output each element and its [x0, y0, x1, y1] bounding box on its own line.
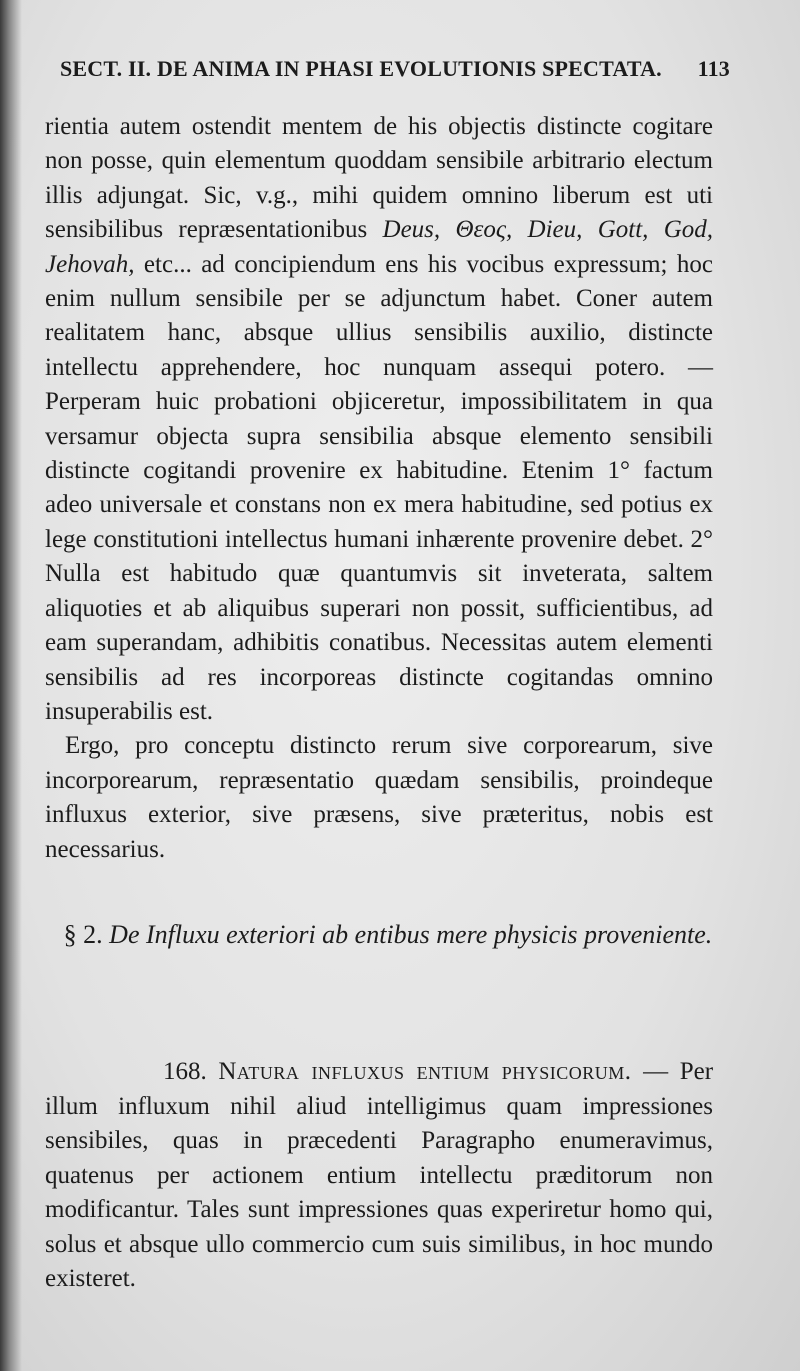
article-168 — [45, 1055, 713, 1297]
section-heading — [62, 918, 714, 952]
paragraph-1-tail: etc... ad concipiendum ens his vocibus expressum; hoc enim nullum sensibile per se adjunctum habet. — [45, 250, 713, 313]
paragraph-1-lead: rientia autem ostendit mentem de his objectis distincte cogitare non posse, quin elementum quoddam sensibile arbitrario electum illis adjungat. Sic, v.g., mihi quidem omnino liberum est uti sensibilibus repræsentationibus — [45, 113, 713, 244]
header-title: SECT. II. DE ANIMA IN PHASI EVOLUTIONIS SPECTATA. — [60, 56, 662, 81]
article-dash: — — [631, 1058, 680, 1085]
divine-names: Deus, Θεος, Dieu, Gott, God, Jehovah, — [45, 216, 714, 278]
main-text — [45, 110, 713, 867]
page-number: 113 — [697, 56, 730, 81]
running-header — [60, 56, 730, 82]
binding-shadow — [0, 0, 22, 1371]
article-heading: Natura influxus entium physicorum. — [218, 1058, 632, 1085]
article-number: 168. — [163, 1058, 207, 1085]
section-title: De Influxu exteriori ab entibus mere physicis proveniente. — [109, 920, 713, 949]
paragraph-2: Coner autem realitatem hanc, absque ullius sensibilis auxilio, distincte intellectu apprehendere, hoc nunquam assequi potero. — Perperam huic probationi objiceretur, impossibilitatem in qua versamur objecta supra sensibilia absque elemento sensibili distincte cogitandi provenire ex habitudine. Etenim 1° factum adeo universale et constans non ex mera habitudine, sed potius ex lege constitutioni intellectus humani inhærente provenire debet. 2° Nulla est habitudo quæ quantumvis sit inveterata, saltem aliquoties et ab aliquibus superari non possit, sufficientibus, ad eam superandam, adhibitis conatibus. Necessitas autem elementi sensibilis ad res incorporeas distincte cogitandas omnino insuperabilis est. — [45, 285, 714, 725]
section-number: § 2. — [63, 920, 103, 949]
paragraph-1 — [45, 110, 713, 729]
paragraph-3: Ergo, pro conceptu distincto rerum sive corporearum, sive incorporearum, repræsentatio quædam sensibilis, proindeque influxus exterior, sive præsens, sive præteritus, nobis est necessarius. — [45, 732, 713, 863]
article-text: Per illum influxum nihil aliud intelligimus quam impressiones sensibiles, quas in præcedenti Paragrapho enumeravimus, quatenus per actionem entium intellectu præditorum non modificantur. Tales sunt impressiones quas experiretur homo qui, solus et absque ullo commercio cum suis similibus, in hoc mundo existeret. — [45, 1058, 714, 1292]
article-paragraph — [45, 1055, 713, 1297]
